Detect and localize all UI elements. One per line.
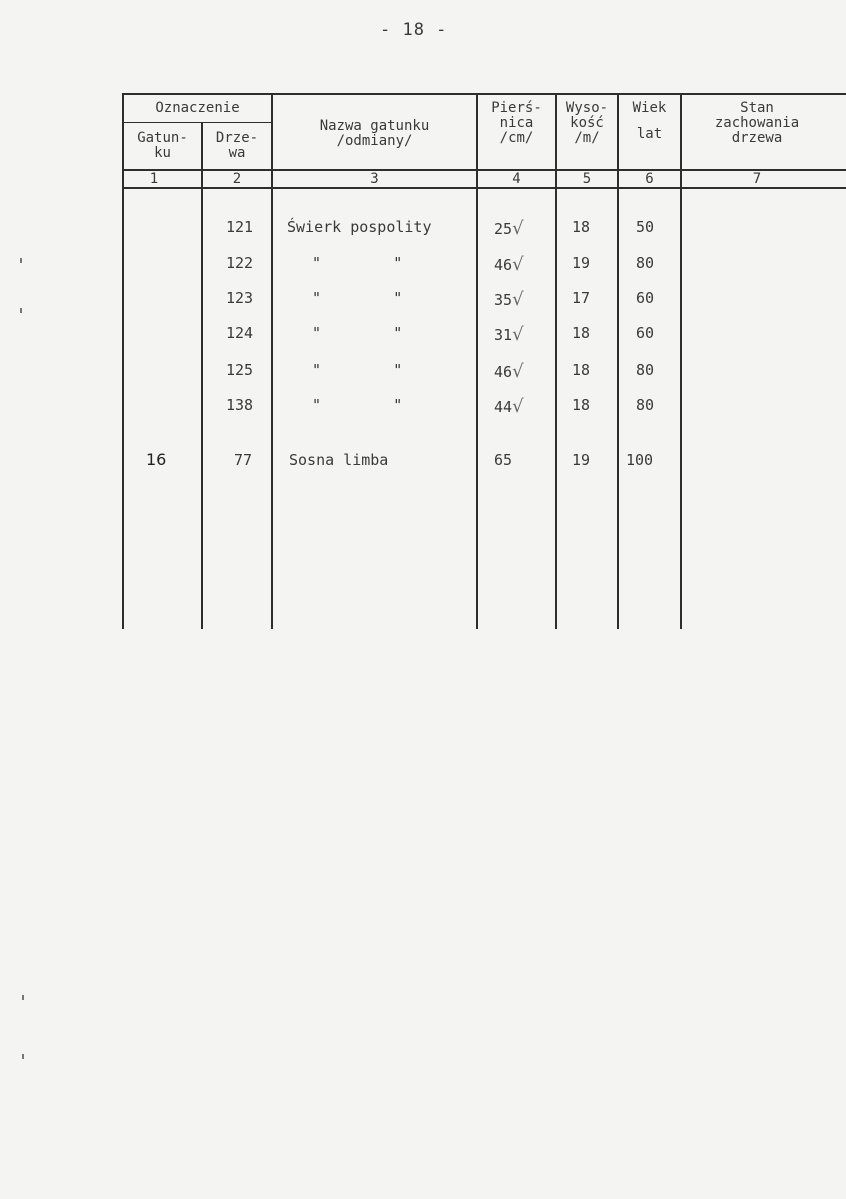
header-drzewa: [203, 131, 271, 161]
cell-wysokosc: 17: [572, 289, 591, 307]
checkmark-icon: √: [512, 218, 524, 239]
cell-piersnica: 65: [494, 451, 513, 469]
cell-nazwa: " ": [312, 289, 403, 307]
header-stan-line2: zachowania: [714, 115, 800, 131]
cell-nazwa: " ": [312, 254, 403, 272]
cell-drzewa: 123: [226, 289, 254, 307]
cell-wysokosc: 18: [572, 396, 591, 414]
cell-nazwa: " ": [312, 361, 403, 379]
column-number-4: 4: [512, 171, 521, 187]
cell-piersnica: 46√: [494, 254, 524, 275]
column-numbers-rule: [122, 187, 846, 189]
cell-wiek: 100: [626, 451, 654, 469]
cell-wysokosc: 18: [572, 218, 591, 236]
header-nazwa: [273, 119, 476, 149]
header-piersnica: [478, 101, 555, 146]
header-drzewa-line2: wa: [228, 145, 246, 161]
cell-piersnica: 44√: [494, 396, 524, 417]
cell-wysokosc: 18: [572, 361, 591, 379]
cell-wiek: 80: [636, 396, 655, 414]
checkmark-icon: √: [512, 254, 524, 275]
cell-wiek: 50: [636, 218, 655, 236]
cell-wiek: 60: [636, 324, 655, 342]
checkmark-icon: √: [512, 324, 524, 345]
cell-nazwa: " ": [312, 324, 403, 342]
header-piersnica-line2: nica: [499, 115, 534, 131]
header-wysokosc-line3: /m/: [574, 130, 600, 146]
cell-drzewa: 125: [226, 361, 254, 379]
header-wiek: [619, 101, 680, 142]
column-number-6: 6: [645, 171, 654, 187]
group-header-rule: [122, 122, 272, 123]
cell-wysokosc: 19: [572, 254, 591, 272]
cell-nazwa: " ": [312, 396, 403, 414]
cell-nazwa: Sosna limba: [289, 451, 389, 469]
header-oznaczenie: Oznaczenie: [155, 100, 240, 116]
cell-drzewa: 138: [226, 396, 254, 414]
header-gatunku: [124, 131, 201, 161]
header-nazwa-line2: /odmiany/: [336, 133, 413, 149]
header-stan-line1: Stan: [740, 100, 774, 116]
header-piersnica-line1: Pierś-: [491, 100, 542, 116]
cell-wysokosc: 18: [572, 324, 591, 342]
cell-gatunku: 16: [146, 450, 167, 469]
column-number-3: 3: [370, 171, 379, 187]
header-gatunku-line2: ku: [154, 145, 171, 161]
cell-wysokosc: 19: [572, 451, 591, 469]
header-wysokosc-line1: Wyso-: [565, 100, 609, 116]
cell-wiek: 80: [636, 361, 655, 379]
scan-speck: [20, 258, 22, 263]
header-wysokosc: [557, 101, 617, 146]
header-nazwa-line1: Nazwa gatunku: [319, 118, 430, 134]
scan-speck: [22, 995, 24, 1000]
cell-drzewa: 122: [226, 254, 254, 272]
column-number-2: 2: [232, 171, 242, 187]
cell-drzewa: 77: [234, 451, 253, 469]
cell-piersnica: 25√: [494, 218, 524, 239]
header-piersnica-line3: /cm/: [499, 130, 534, 146]
header-drzewa-line1: Drze-: [215, 130, 259, 146]
header-stan-line3: drzewa: [731, 130, 783, 146]
cell-piersnica: 35√: [494, 289, 524, 310]
column-number-1: 1: [149, 171, 159, 187]
cell-drzewa: 124: [226, 324, 254, 342]
checkmark-icon: √: [512, 289, 524, 310]
cell-piersnica: 31√: [494, 324, 524, 345]
header-wiek-line1: Wiek: [632, 100, 667, 116]
cell-nazwa: Świerk pospolity: [287, 218, 432, 236]
column-number-5: 5: [582, 171, 592, 187]
table-top-rule: [122, 93, 846, 95]
column-number-7: 7: [752, 171, 762, 187]
cell-drzewa: 121: [226, 218, 254, 236]
header-wysokosc-line2: kość: [570, 115, 604, 131]
checkmark-icon: √: [512, 361, 524, 382]
header-gatunku-line1: Gatun-: [137, 130, 188, 146]
cell-wiek: 80: [636, 254, 655, 272]
header-wiek-line2: lat: [636, 126, 663, 142]
page-number: - 18 -: [380, 20, 448, 40]
checkmark-icon: √: [512, 396, 524, 417]
cell-piersnica: 46√: [494, 361, 524, 382]
scan-speck: [22, 1054, 24, 1059]
scan-speck: [20, 308, 22, 313]
cell-wiek: 60: [636, 289, 655, 307]
col-divider-gatunku: [201, 123, 203, 629]
header-stan: [682, 101, 832, 146]
